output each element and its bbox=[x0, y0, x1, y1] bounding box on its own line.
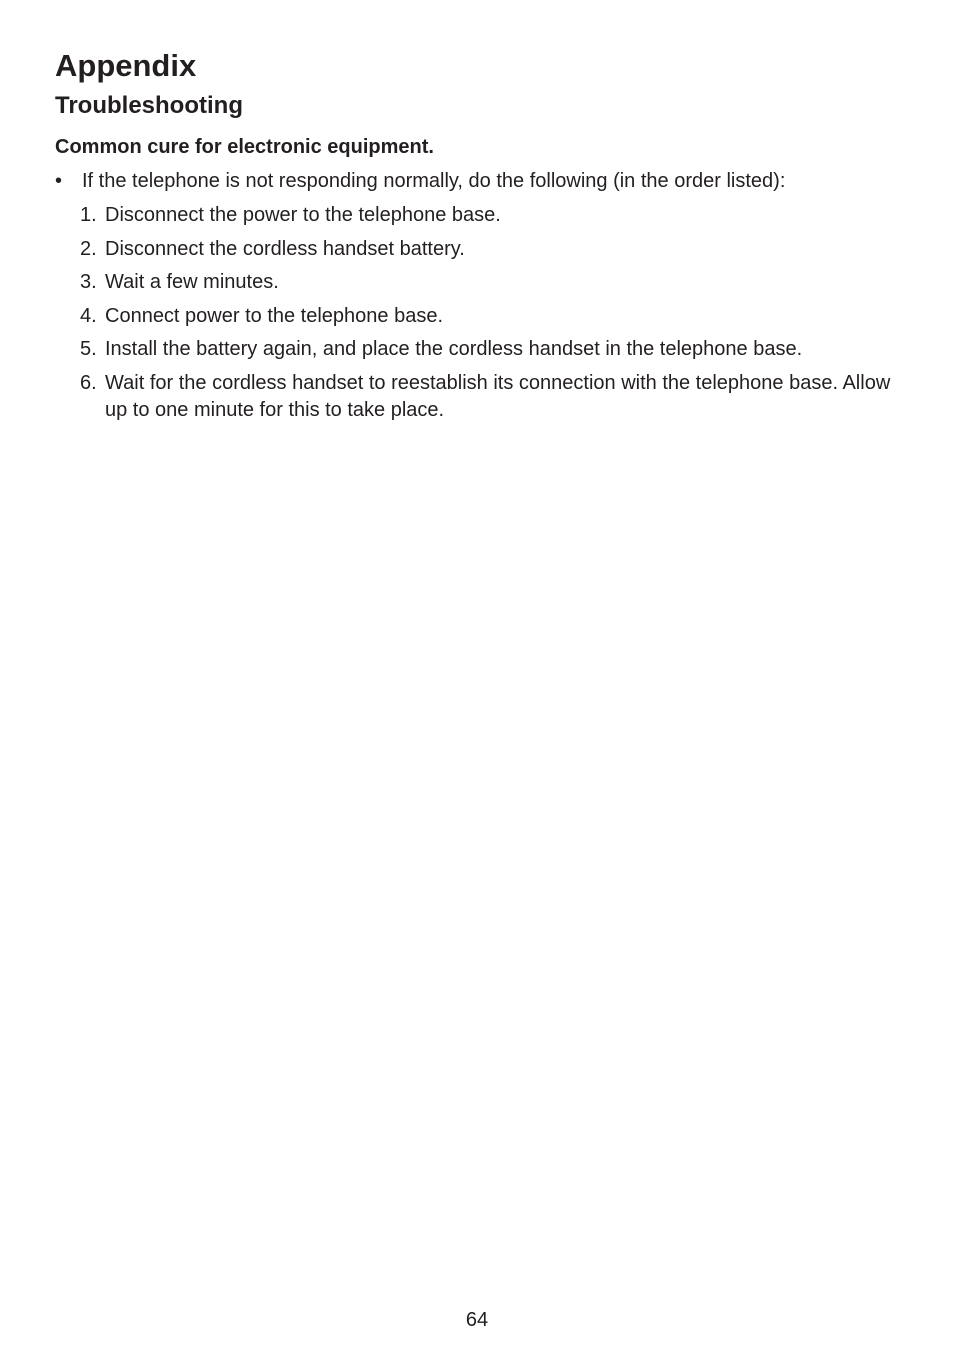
step-number: 1. bbox=[80, 204, 97, 226]
step-text: Connect power to the telephone base. bbox=[105, 304, 444, 327]
step-item bbox=[80, 303, 910, 330]
step-text: Install the battery again, and place the cordless handset in the telephone base. bbox=[105, 338, 803, 360]
step-number: 5. bbox=[80, 338, 97, 360]
step-item bbox=[80, 370, 910, 424]
step-number: 3. bbox=[80, 271, 97, 293]
step-item bbox=[80, 336, 910, 363]
step-text: Disconnect the power to the telephone base. bbox=[105, 204, 501, 226]
step-text: Disconnect the cordless handset battery. bbox=[105, 237, 465, 260]
bullet-marker: • bbox=[55, 170, 63, 192]
page-number: 64 bbox=[465, 1309, 489, 1331]
bullet-text: If the telephone is not responding normally, do the following (in the order listed): bbox=[82, 170, 786, 192]
step-item bbox=[80, 269, 910, 296]
step-text: Wait a few minutes. bbox=[105, 271, 279, 293]
page-title: Appendix bbox=[55, 48, 197, 83]
step-item bbox=[80, 202, 910, 229]
step-number: 4. bbox=[80, 304, 97, 327]
section-heading: Troubleshooting bbox=[55, 92, 243, 119]
step-text: Wait for the cordless handset to reestablish its connection with the telephone base. Allow up to one minute for this to take place. bbox=[105, 371, 891, 421]
subheading: Common cure for electronic equipment. bbox=[55, 136, 434, 158]
step-number: 6. bbox=[80, 371, 97, 394]
step-item bbox=[80, 236, 910, 263]
step-number: 2. bbox=[80, 237, 97, 260]
steps-list bbox=[80, 202, 910, 430]
